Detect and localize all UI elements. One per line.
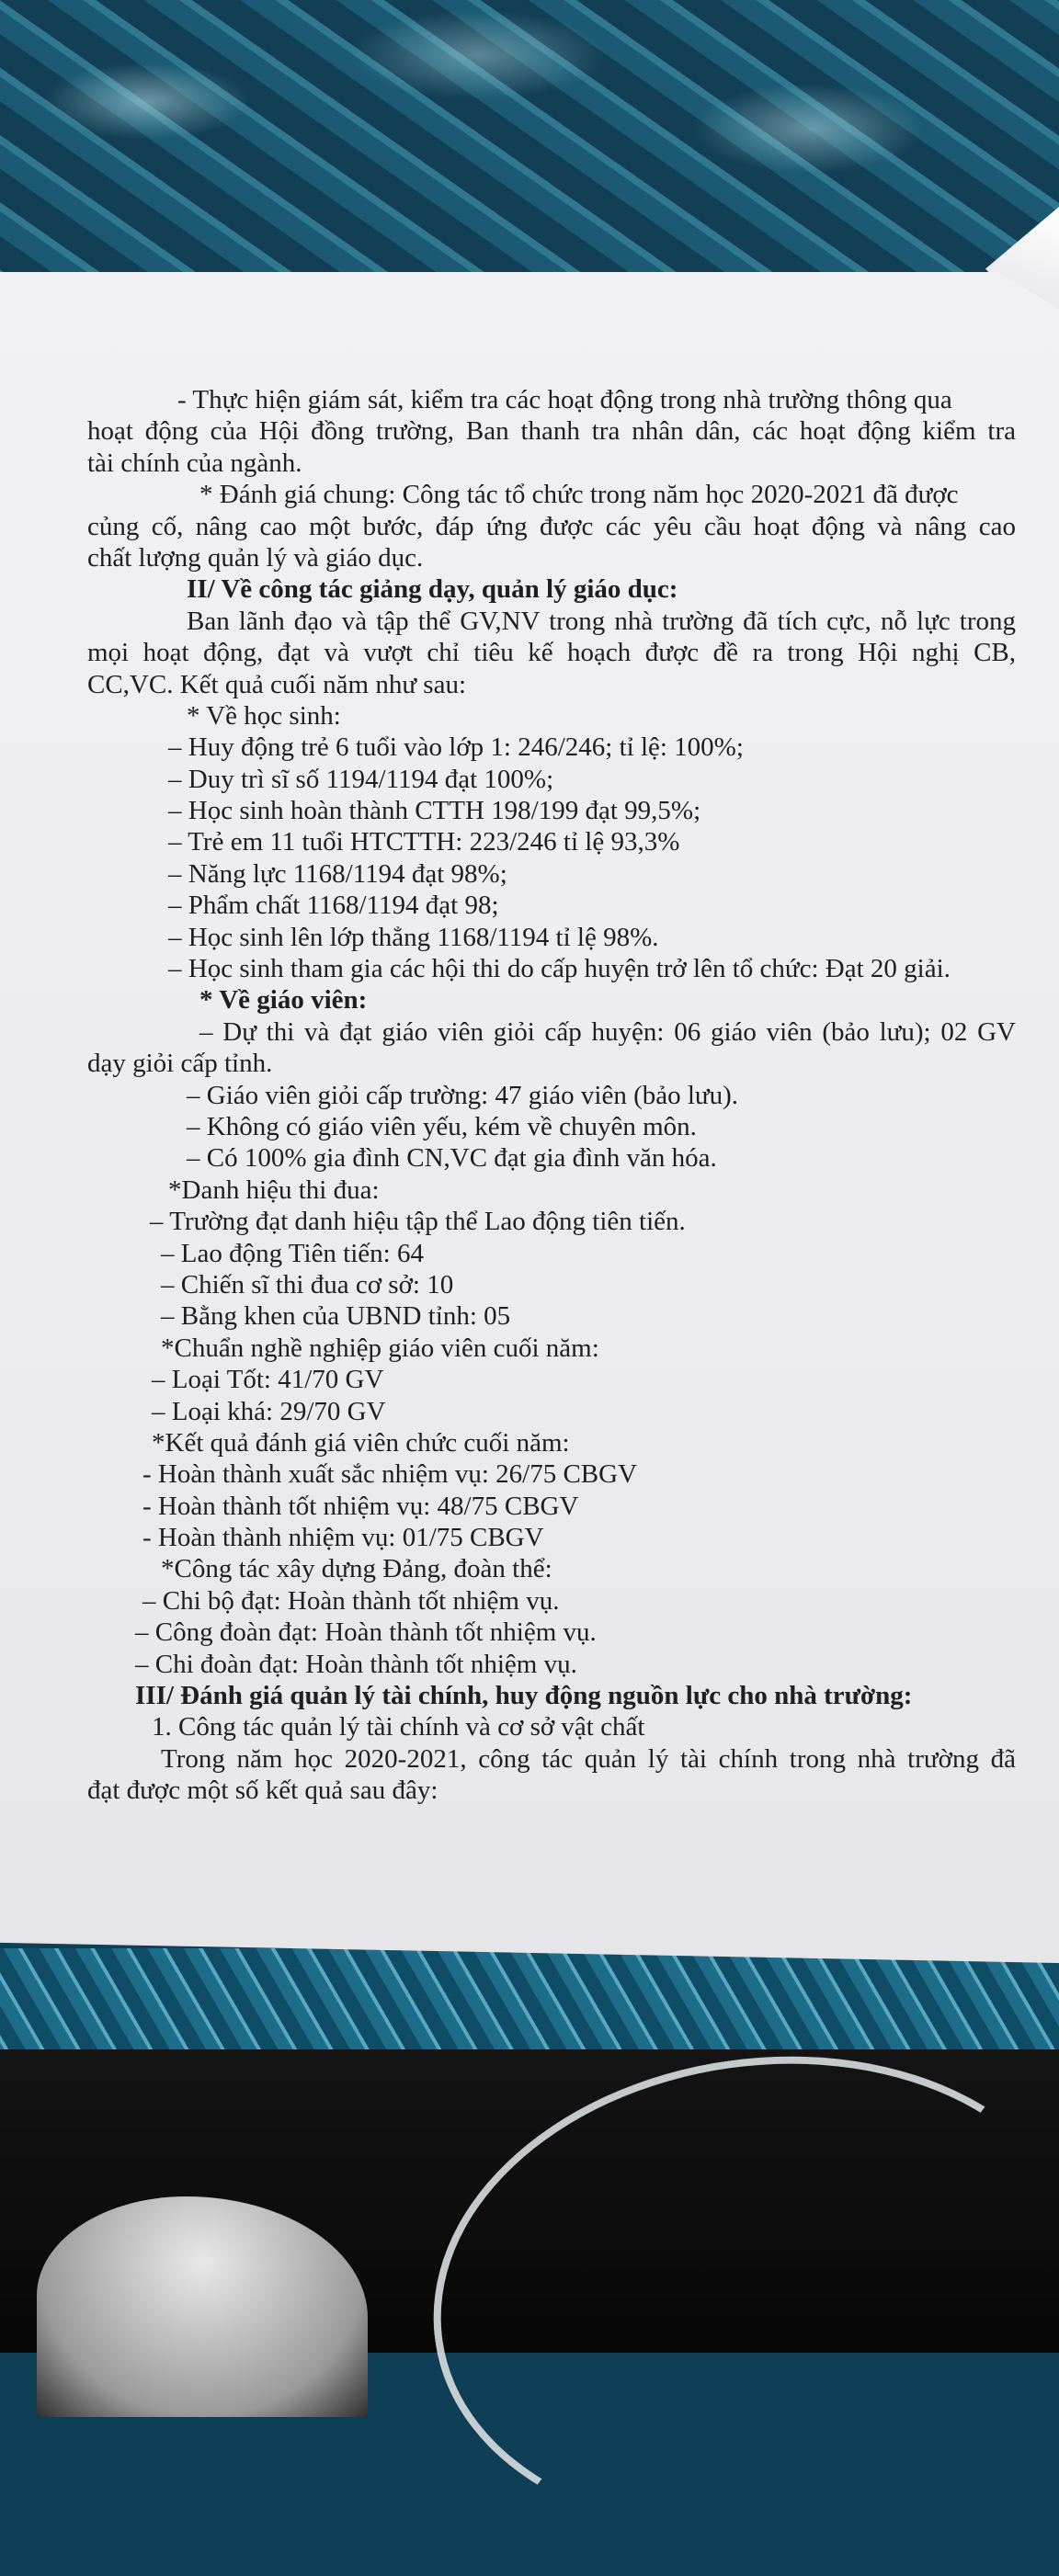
tablecloth-background-top [0,0,1059,303]
text-line: hoạt động của Hội đồng trường, Ban thanh tra nhân dân, các hoạt động kiểm tra [87,416,1016,447]
text-line: CC,VC. Kết quả cuối năm như sau: [87,669,467,699]
list-item: – Loại khá: 29/70 GV [152,1396,386,1426]
text-line: tài chính của ngành. [87,448,302,478]
list-item: – Học sinh hoàn thành CTTH 198/199 đạt 99,5%; [168,796,701,826]
text-line: * Đánh giá chung: Công tác tổ chức trong năm học 2020-2021 đã được [199,480,959,510]
list-item: – Học sinh tham gia các hội thi do cấp huyện trở lên tổ chức: Đạt 20 giải. [168,954,951,984]
list-item: - Hoàn thành tốt nhiệm vụ: 48/75 CBGV [142,1491,579,1521]
list-item: – Bằng khen của UBND tỉnh: 05 [161,1301,511,1332]
list-item: – Không có giáo viên yếu, kém về chuyên môn. [187,1111,697,1141]
text-line: - Thực hiện giám sát, kiểm tra các hoạt động trong nhà trường thông qua [177,385,952,414]
text-line: dạy giỏi cấp tỉnh. [87,1049,273,1079]
list-item: – Loại Tốt: 41/70 GV [152,1365,384,1395]
text-line: 1. Công tác quản lý tài chính và cơ sở vật chất [152,1712,645,1742]
text-line: mọi hoạt động, đạt và vượt chỉ tiêu kế hoạch được đề ra trong Hội nghị CB, [87,638,1016,668]
list-item: – Lao động Tiên tiến: 64 [161,1238,424,1268]
list-item: - Hoàn thành xuất sắc nhiệm vụ: 26/75 CBGV [142,1459,638,1490]
document-text [87,384,1016,1807]
list-item: – Chi đoàn đạt: Hoàn thành tốt nhiệm vụ. [135,1649,577,1679]
list-item: – Duy trì sĩ số 1194/1194 đạt 100%; [168,764,554,794]
text-line: Trong năm học 2020-2021, công tác quản lý tài chính trong nhà trường đã [161,1743,1016,1774]
subheading: *Kết quả đánh giá viên chức cuối năm: [152,1427,570,1458]
text-line: Ban lãnh đạo và tập thể GV,NV trong nhà trường đã tích cực, nỗ lực trong [187,606,1016,636]
list-item: – Trẻ em 11 tuổi HTCTTH: 223/246 tỉ lệ 93,3% [168,827,680,857]
text-line: đạt được một số kết quả sau đây: [87,1776,438,1806]
list-item: – Giáo viên giỏi cấp trường: 47 giáo viên (bảo lưu). [187,1080,739,1110]
list-item: – Phẩm chất 1168/1194 đạt 98; [168,891,499,921]
list-item: – Chi bộ đạt: Hoàn thành tốt nhiệm vụ. [142,1585,560,1616]
subheading: *Chuẩn nghề nghiệp giáo viên cuối năm: [161,1333,599,1363]
list-item: – Chiến sĩ thi đua cơ sở: 10 [161,1269,454,1299]
subheading-teachers: * Về giáo viên: [199,985,368,1016]
subheading: * Về học sinh: [187,700,341,731]
section-heading: III/ Đánh giá quản lý tài chính, huy động nguồn lực cho nhà trường: [135,1681,913,1711]
list-item: – Trường đạt danh hiệu tập thể Lao động tiên tiến. [150,1207,686,1237]
list-item: – Huy động trẻ 6 tuổi vào lớp 1: 246/246; tỉ lệ: 100%; [168,732,744,763]
section-heading: II/ Về công tác giảng dạy, quản lý giáo dục: [187,574,678,605]
text-line: củng cố, nâng cao một bước, đáp ứng được các yêu cầu hoạt động và nâng cao [87,511,1016,541]
list-item: - Hoàn thành nhiệm vụ: 01/75 CBGV [142,1523,544,1553]
subheading: *Danh hiệu thi đua: [168,1175,380,1205]
text-line: chất lượng quản lý và giáo dục. [87,542,424,573]
list-item: – Dự thi và đạt giáo viên giỏi cấp huyện: 06 giáo viên (bảo lưu); 02 GV [199,1016,1016,1047]
list-item: – Học sinh lên lớp thẳng 1168/1194 tỉ lệ 98%. [168,922,659,952]
list-item: – Công đoàn đạt: Hoàn thành tốt nhiệm vụ. [135,1617,597,1648]
list-item: – Năng lực 1168/1194 đạt 98%; [168,858,507,889]
list-item: – Có 100% gia đình CN,VC đạt gia đình văn hóa. [187,1143,717,1174]
subheading: *Công tác xây dựng Đảng, đoàn thể: [161,1554,552,1584]
